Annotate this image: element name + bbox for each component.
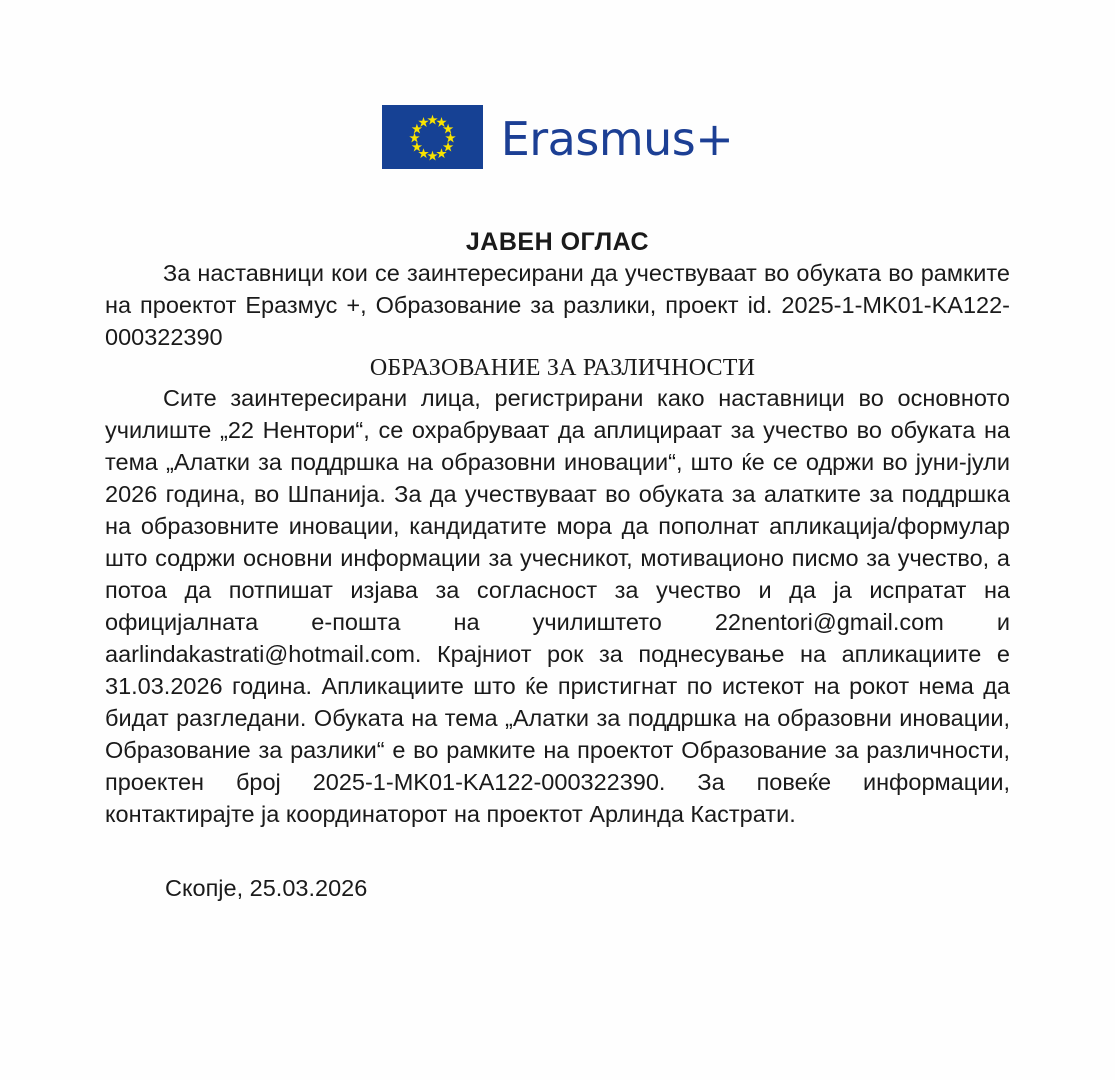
main-paragraph [105, 382, 1010, 830]
signoff-line: Скопје, 25.03.2026 [165, 875, 368, 901]
erasmus-logo [0, 0, 1115, 170]
document-subtitle: ОБРАЗОВАНИЕ ЗА РАЗЛИЧНОСТИ [369, 355, 756, 381]
main-paragraph-text: Сите заинтересирани лица, регистрирани како наставници во основното училиште „22 Нентори“, се охрабруваат да аплицираат за учество во обуката на тема „Алатки за поддршка на образовни иновации“, што ќе се одржи во јуни-јули 2026 година, во Шпанија. За да учествуваат во обуката за алатките за поддршка на образовните иновации, кандидатите мора да пополнат апликација/формулар што содржи основни информации за учесникот, мотивационо писмо за учество, а потоа да потпишат изјава за согласност за учество и да ја испратат на официјалната е-пошта на училиштето 22nentori@gmail.com и aarlindakastrati@hotmail.com. Крајниот рок за поднесување на апликациите е 31.03.2026 година. Апликациите што ќе пристигнат по истекот на рокот нема да бидат разгледани. Обуката на тема „Алатки за поддршка на образовни иновации, Образование за разлики“ е во рамките на проектот Образование за различности, проектен број 2025-1-MK01-KA122-000322390. За повеќе информации, контактирајте ја координаторот на проектот Арлинда Кастрати. [105, 385, 1010, 827]
intro-paragraph [105, 257, 1010, 353]
document-body [105, 257, 1010, 904]
erasmus-wordmark: Erasmus+ [500, 112, 734, 166]
intro-paragraph-text: За наставници кои се заинтересирани да учествуваат во обуката во рамките на проектот Еразмус +, Образование за разлики, проект id. 2025-1-MK01-KA122-000322390 [105, 260, 1010, 350]
european-union-flag-icon [382, 105, 483, 169]
page-title: ЈАВЕН ОГЛАС [465, 228, 650, 256]
